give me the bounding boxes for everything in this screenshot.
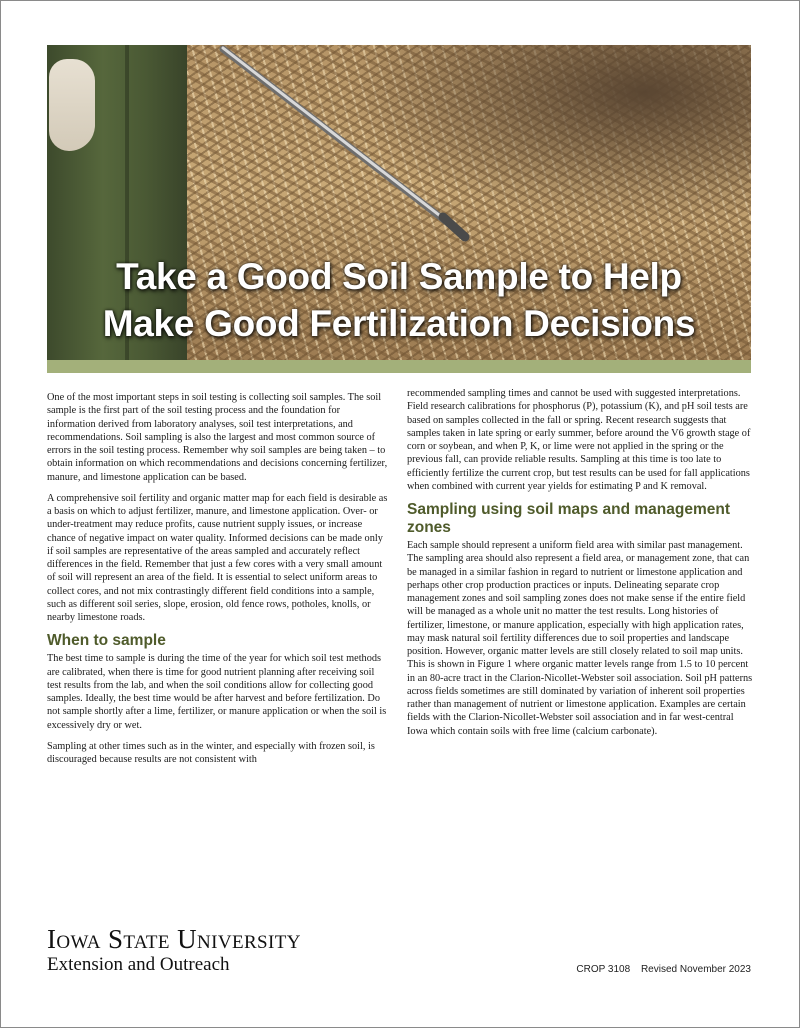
accent-bar	[47, 360, 751, 373]
title-line-1: Take a Good Soil Sample to Help	[116, 256, 682, 297]
uniform-area-paragraph: Each sample should represent a uniform field area with similar past management. The sampling area should also represent a field area, or management zone, that can be managed in a similar fashion in regard to nutrient or limestone application and perhaps other crop production practices or inputs. Delineating separate crop management zones and soil sampling zones does not make sense if the entire field will be managed as a whole unit no matter the test results. Long histories of fertilizer, limestone, or manure application, especially with high application rates, may mask natural soil fertility differences due to soil properties and landscape position. However, organic matter levels are still closely related to soil map units. This is shown in Figure 1 where organic matter levels range from 1.5 to 10 percent in an 80-acre tract in the Clarion-Nicollet-Webster soil association. Soil pH patterns across fields sometimes are still dominated by variation of inherent soil properties rather than management of nutrient or limestone application. Examples are certain fields with the Clarion-Nicollet-Webster soil association and in far west-central Iowa which contain soils with free lime (calcium carbonate).	[407, 540, 753, 737]
title-line-2: Make Good Fertilization Decisions	[102, 303, 696, 344]
hero-photo	[47, 45, 751, 360]
page-title	[47, 253, 751, 347]
soil-maps-heading: Sampling using soil maps and management zones	[407, 501, 730, 536]
when-to-sample-heading: When to sample	[47, 632, 166, 650]
revised-date: Revised November 2023	[640, 964, 751, 975]
best-time-paragraph: The best time to sample is during the time of the year for which soil test methods are calibrated, when there is time for good nutrient planning after receiving soil test results from the lab, and when the soil conditions allow for collecting good samples. Ideally, the best time would be after harvest and before fertilization. Do not sample shortly after a lime, fertilizer, or manure application or when the soil is excessively dry or wet.	[47, 653, 387, 731]
continued-paragraph: recommended sampling times and cannot be used with suggested interpretations. Field research calibrations for phosphorus (P), potassium (K), and pH soil tests are based on samples collected in the fall or spring. Recent research suggests that samples taken in late spring or early summer, before around the V6 growth stage of corn or soybean, and when P, K, or lime were not applied in the spring or the previous fall, can provide reliable results. Sampling at this time is too late to efficiently fertilize the current crop, but test results can be used for fall applications when combined with current year yields for estimating P and K removal.	[407, 388, 751, 492]
extension-unit: Extension and Outreach	[47, 954, 230, 975]
other-times-paragraph: Sampling at other times such as in the winter, and especially with frozen soil, is discouraged because results are not consistent with	[47, 740, 375, 765]
university-name: Iowa State University	[47, 924, 301, 954]
fertility-map-paragraph: A comprehensive soil fertility and organic matter map for each field is desirable as a basis on which to adjust fertilizer, manure, and limestone application. Over- or under-treatment may reduce profits, cause nutrient supply issues, or increase chance of negative impact on water quality. Informed decisions can be made only if soil samples are representative of the areas sampled and accurately reflect differences in the field. Remember that just a few cores with a very small amount of soil will represent an area of the field. It is essential to select uniform areas to collect cores, and not mix contrastingly different field conditions into a sample, such as different soil series, slope, erosion, old fence rows, potholes, knolls, or nearby limestone roads.	[47, 492, 388, 623]
right-column	[407, 387, 753, 746]
left-column	[47, 391, 391, 774]
isu-logo	[47, 925, 301, 976]
intro-paragraph: One of the most important steps in soil testing is collecting soil samples. The soil sample is the first part of the soil testing process and the foundation for information derived from laboratory analyses, soil test interpretations, and recommendations. Soil sampling is also the largest and most common source of errors in the soil testing process. Remember why soil samples are being taken – to obtain information on which recommendations and decisions concerning fertilizer, manure, and limestone application can be based.	[47, 392, 388, 483]
doc-number: CROP 3108	[576, 964, 631, 975]
document-id	[576, 964, 751, 975]
